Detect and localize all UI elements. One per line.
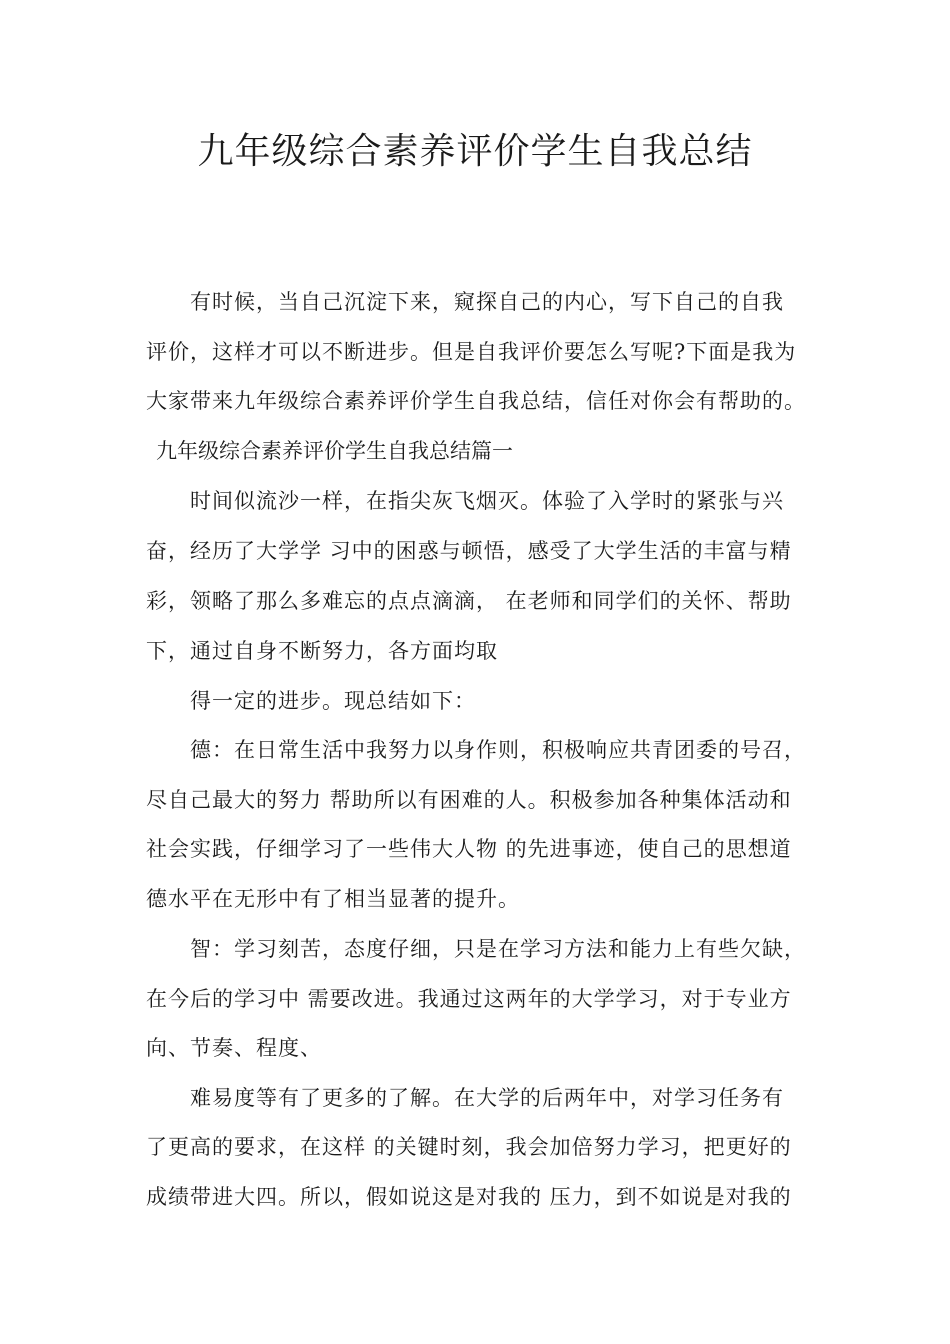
paragraph-line: 了更高的要求，在这样 的关键时刻，我会加倍努力学习，把更好的 — [146, 1135, 792, 1159]
paragraph-line: 在今后的学习中 需要改进。我通过这两年的大学学习，对于专业方 — [146, 987, 792, 1011]
paragraph-line: 大家带来九年级综合素养评价学生自我总结，信任对你会有帮助的。 — [146, 389, 806, 413]
paragraph-line: 向、节奏、程度、 — [146, 1036, 322, 1060]
paragraph-line: 社会实践，仔细学习了一些伟大人物 的先进事迹，使自己的思想道 — [146, 837, 792, 861]
paragraph-line: 智：学习刻苦，态度仔细，只是在学习方法和能力上有些欠缺， — [190, 937, 806, 961]
document-title: 九年级综合素养评价学生自我总结 — [197, 131, 753, 172]
paragraph-line: 尽自己最大的努力 帮助所以有困难的人。积极参加各种集体活动和 — [146, 788, 792, 812]
paragraph-line: 奋，经历了大学学 习中的困惑与顿悟，感受了大学生活的丰富与精 — [146, 539, 792, 563]
paragraph-line: 时间似流沙一样，在指尖灰飞烟灭。体验了入学时的紧张与兴 — [190, 489, 784, 513]
paragraph-line: 得一定的进步。现总结如下： — [190, 689, 476, 713]
paragraph-line: 德：在日常生活中我努力以身作则，积极响应共青团委的号召， — [190, 738, 806, 762]
paragraph-line: 有时候，当自己沉淀下来，窥探自己的内心，写下自己的自我 — [190, 290, 784, 314]
paragraph-line: 彩，领略了那么多难忘的点点滴滴， 在老师和同学们的关怀、帮助 — [146, 589, 792, 613]
section-heading: 九年级综合素养评价学生自我总结篇一 — [156, 439, 513, 463]
paragraph-line: 评价，这样才可以不断进步。但是自我评价要怎么写呢?下面是我为 — [146, 340, 797, 364]
paragraph-line: 下，通过自身不断努力，各方面均取 — [146, 639, 498, 663]
paragraph-line: 成绩带进大四。所以，假如说这是对我的 压力，到不如说是对我的 — [146, 1185, 792, 1209]
paragraph-line: 难易度等有了更多的了解。在大学的后两年中，对学习任务有 — [190, 1086, 784, 1110]
paragraph-line: 德水平在无形中有了相当显著的提升。 — [146, 887, 520, 911]
